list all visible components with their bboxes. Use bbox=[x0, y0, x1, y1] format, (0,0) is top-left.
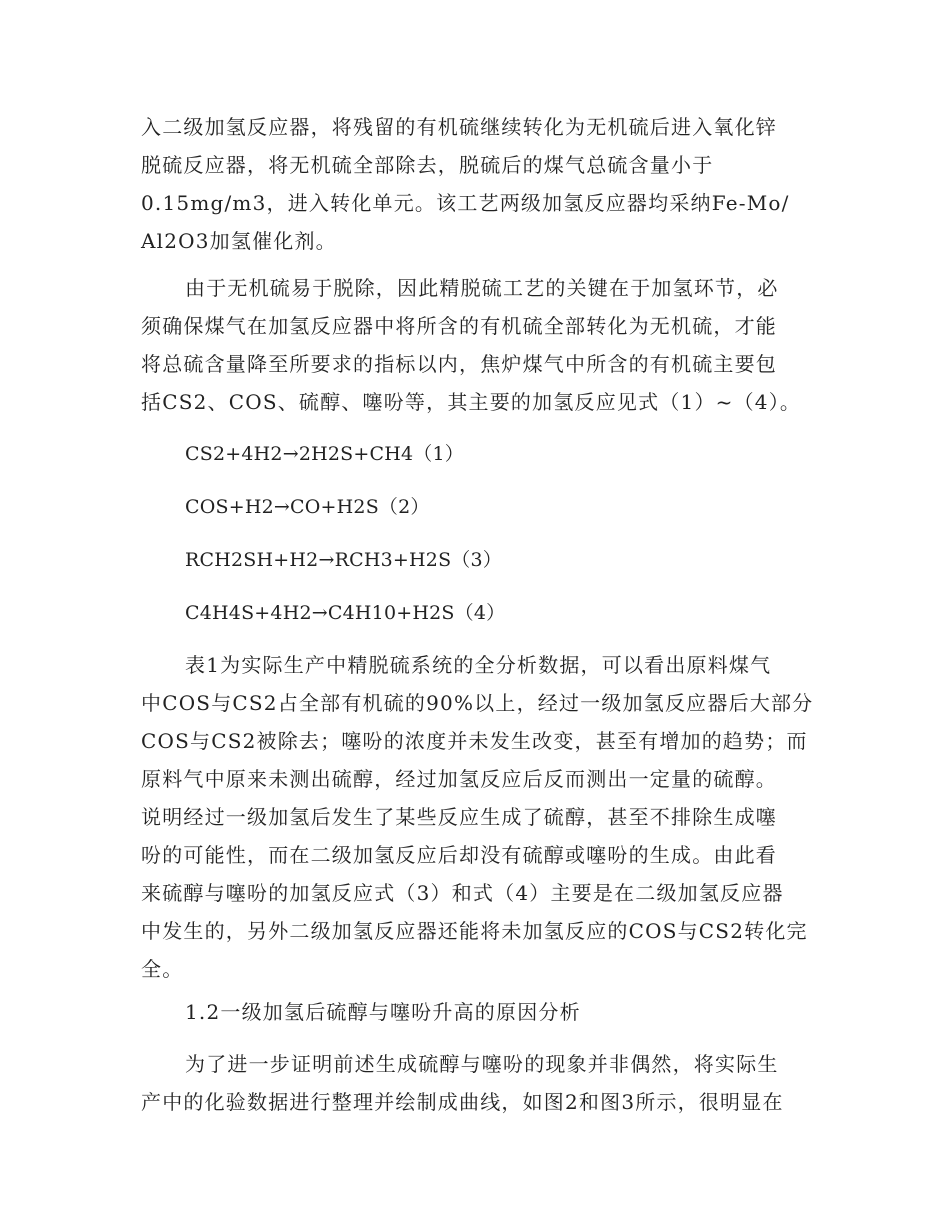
equation-3: RCH2SH+H2→RCH3+H2S（3） bbox=[185, 549, 502, 571]
paragraph-line: 来硫醇与噻吩的加氢反应式（3）和式（4）主要是在二级加氢反应器 bbox=[141, 881, 784, 905]
paragraph-line: 须确保煤气在加氢反应器中将所含的有机硫全部转化为无机硫，才能 bbox=[141, 314, 777, 338]
paragraph-line: 产中的化验数据进行整理并绘制成曲线，如图2和图3所示，很明显在 bbox=[141, 1090, 784, 1114]
section-heading: 1.2一级加氢后硫醇与噻吩升高的原因分析 bbox=[185, 1000, 581, 1024]
paragraph-line: 中发生的，另外二级加氢反应器还能将未加氢反应的COS与CS2转化完 bbox=[141, 919, 808, 943]
paragraph-line: 原料气中原来未测出硫醇，经过加氢反应后反而测出一定量的硫醇。 bbox=[141, 767, 777, 791]
equation-2: COS+H2→CO+H2S（2） bbox=[185, 496, 430, 518]
paragraph-line: 说明经过一级加氢后发生了某些反应生成了硫醇，甚至不排除生成噻 bbox=[141, 805, 777, 829]
paragraph-line: 入二级加氢反应器，将残留的有机硫继续转化为无机硫后进入氧化锌 bbox=[141, 115, 777, 139]
paragraph-3 bbox=[141, 646, 813, 988]
paragraph-2 bbox=[141, 269, 813, 421]
paragraph-line: 中COS与CS2占全部有机硫的90%以上，经过一级加氢反应器后大部分 bbox=[141, 691, 814, 715]
paragraph-line: 由于无机硫易于脱除，因此精脱硫工艺的关键在于加氢环节，必 bbox=[185, 276, 779, 300]
equation-3-block bbox=[141, 541, 813, 579]
paragraph-line: 为了进一步证明前述生成硫醇与噻吩的现象并非偶然，将实际生 bbox=[185, 1052, 779, 1076]
paragraph-line: 全。 bbox=[141, 957, 184, 981]
equation-2-block bbox=[141, 488, 813, 526]
paragraph-line: 脱硫反应器，将无机硫全部除去，脱硫后的煤气总硫含量小于 bbox=[141, 153, 714, 177]
equation-1: CS2+4H2→2H2S+CH4（1） bbox=[185, 443, 464, 465]
equation-4-block bbox=[141, 594, 813, 632]
equation-4: C4H4S+4H2→C4H10+H2S（4） bbox=[185, 602, 506, 624]
paragraph-line: COS与CS2被除去；噻吩的浓度并未发生改变，甚至有增加的趋势；而 bbox=[141, 729, 808, 753]
paragraph-line: 吩的可能性，而在二级加氢反应后却没有硫醇或噻吩的生成。由此看 bbox=[141, 843, 777, 867]
paragraph-line: 将总硫含量降至所要求的指标以内，焦炉煤气中所含的有机硫主要包 bbox=[141, 352, 777, 376]
equation-1-block bbox=[141, 435, 813, 473]
paragraph-line: 表1为实际生产中精脱硫系统的全分析数据，可以看出原料煤气 bbox=[185, 653, 772, 677]
paragraph-line: Al2O3加氢催化剂。 bbox=[141, 229, 337, 253]
paragraph-1 bbox=[141, 108, 813, 260]
paragraph-4 bbox=[141, 1045, 813, 1121]
paragraph-line: 括CS2、COS、硫醇、噻吩等，其主要的加氢反应见式（1）~（4）。 bbox=[141, 390, 802, 414]
paragraph-line: 0.15mg/m3，进入转化单元。该工艺两级加氢反应器均采纳Fe-Mo/ bbox=[141, 191, 790, 215]
section-heading-block bbox=[141, 993, 813, 1031]
